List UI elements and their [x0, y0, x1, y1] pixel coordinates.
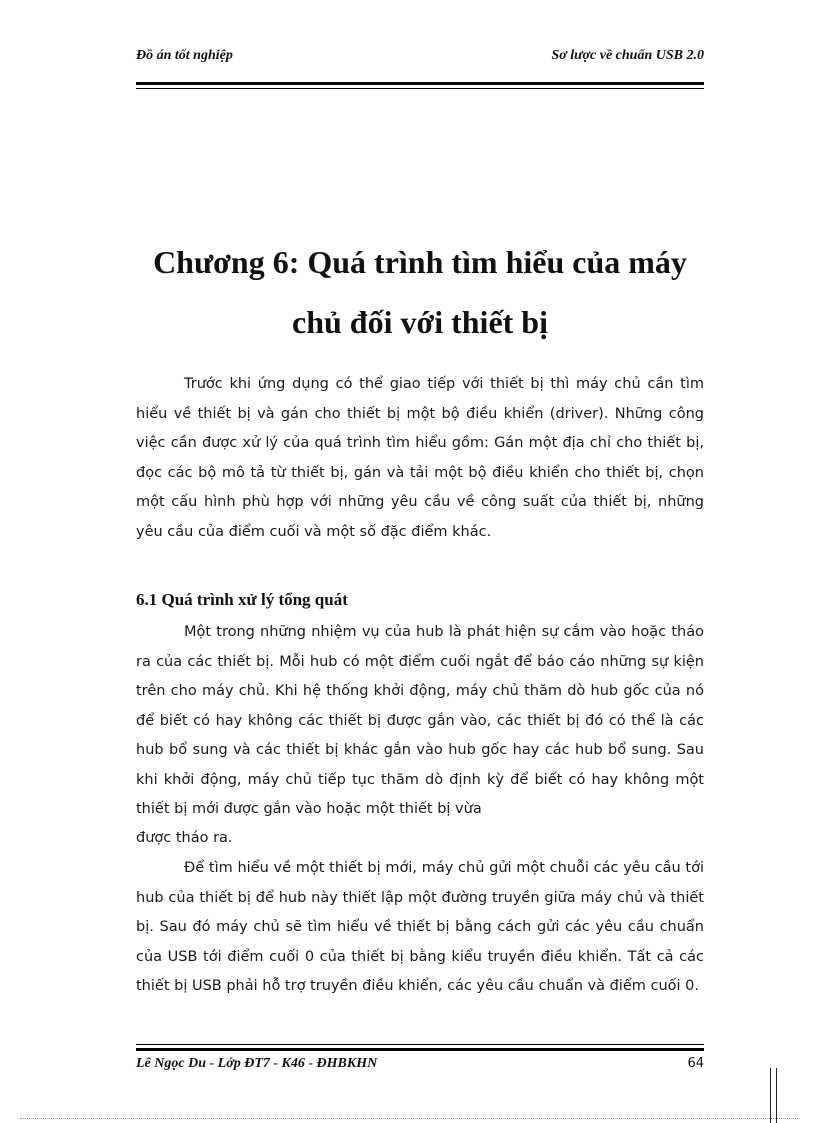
header-left-text: Đồ án tốt nghiệp [136, 48, 233, 63]
footer-rule-thin [136, 1044, 704, 1045]
right-margin-line [770, 1068, 771, 1123]
page-header [136, 48, 704, 70]
section-heading: 6.1 Quá trình xử lý tổng quát [136, 590, 348, 609]
chapter-title [100, 232, 740, 352]
header-rule-thick [136, 82, 704, 85]
bottom-dotted-line [20, 1118, 800, 1119]
section-paragraph-1: Một trong những nhiệm vụ của hub là phát hiện sự cắm vào hoặc tháo ra của các thiết bị. Mỗi hub có một điểm cuối ngắt để báo cáo những sự kiện trên cho máy chủ. Khi hệ thống khởi động, máy chủ thăm dò hub gốc của nó để biết có hay không các thiết bị được gắn vào, các thiết bị đó có thể là các hub bổ sung và các thiết bị khác gắn vào hub gốc hay các hub bổ sung. Sau khi khởi động, máy chủ tiếp tục thăm dò định kỳ để biết có hay không một thiết bị mới được gắn vào hoặc một thiết bị vừa [136, 624, 704, 817]
section-paragraph-2: Để tìm hiểu về một thiết bị mới, máy chủ gửi một chuỗi các yêu cầu tới hub của thiết bị để hub này thiết lập một đường truyền giữa máy chủ và thiết bị. Sau đó máy chủ sẽ tìm hiểu về thiết bị bằng cách gửi các yêu cầu chuẩn của USB tới điểm cuối 0 của thiết bị bằng kiểu truyền điều khiển. Tất cả các thiết bị USB phải hỗ trợ truyền điều khiển, các yêu cầu chuẩn và điểm cuối 0. [136, 860, 704, 994]
footer-author: Lê Ngọc Du - Lớp ĐT7 - K46 - ĐHBKHN [136, 1056, 378, 1071]
intro-paragraph: Trước khi ứng dụng có thể giao tiếp với thiết bị thì máy chủ cần tìm hiểu về thiết bị và gán cho thiết bị một bộ điều khiển (driver). Những công việc cần được xử lý của quá trình tìm hiểu gồm: Gán một địa chỉ cho thiết bị, đọc các bộ mô tả từ thiết bị, gán và tải một bộ điều khiển cho thiết bị, chọn một cấu hình phù hợp với những yêu cầu về công suất của thiết bị, những yêu cầu của điểm cuối và một số đặc điểm khác. [136, 376, 704, 540]
header-rule-thin [136, 88, 704, 89]
right-margin-line-inner [776, 1068, 777, 1123]
chapter-title-line1: Chương 6: Quá trình tìm hiểu của máy [153, 244, 687, 280]
section-paragraph-1-tail: được tháo ra. [136, 830, 233, 846]
page-number: 64 [687, 1056, 704, 1071]
footer-rule-thick [136, 1048, 704, 1051]
chapter-title-line2: chủ đối với thiết bị [292, 304, 548, 340]
page-footer [136, 1056, 704, 1072]
header-right-text: Sơ lược về chuẩn USB 2.0 [551, 48, 704, 63]
